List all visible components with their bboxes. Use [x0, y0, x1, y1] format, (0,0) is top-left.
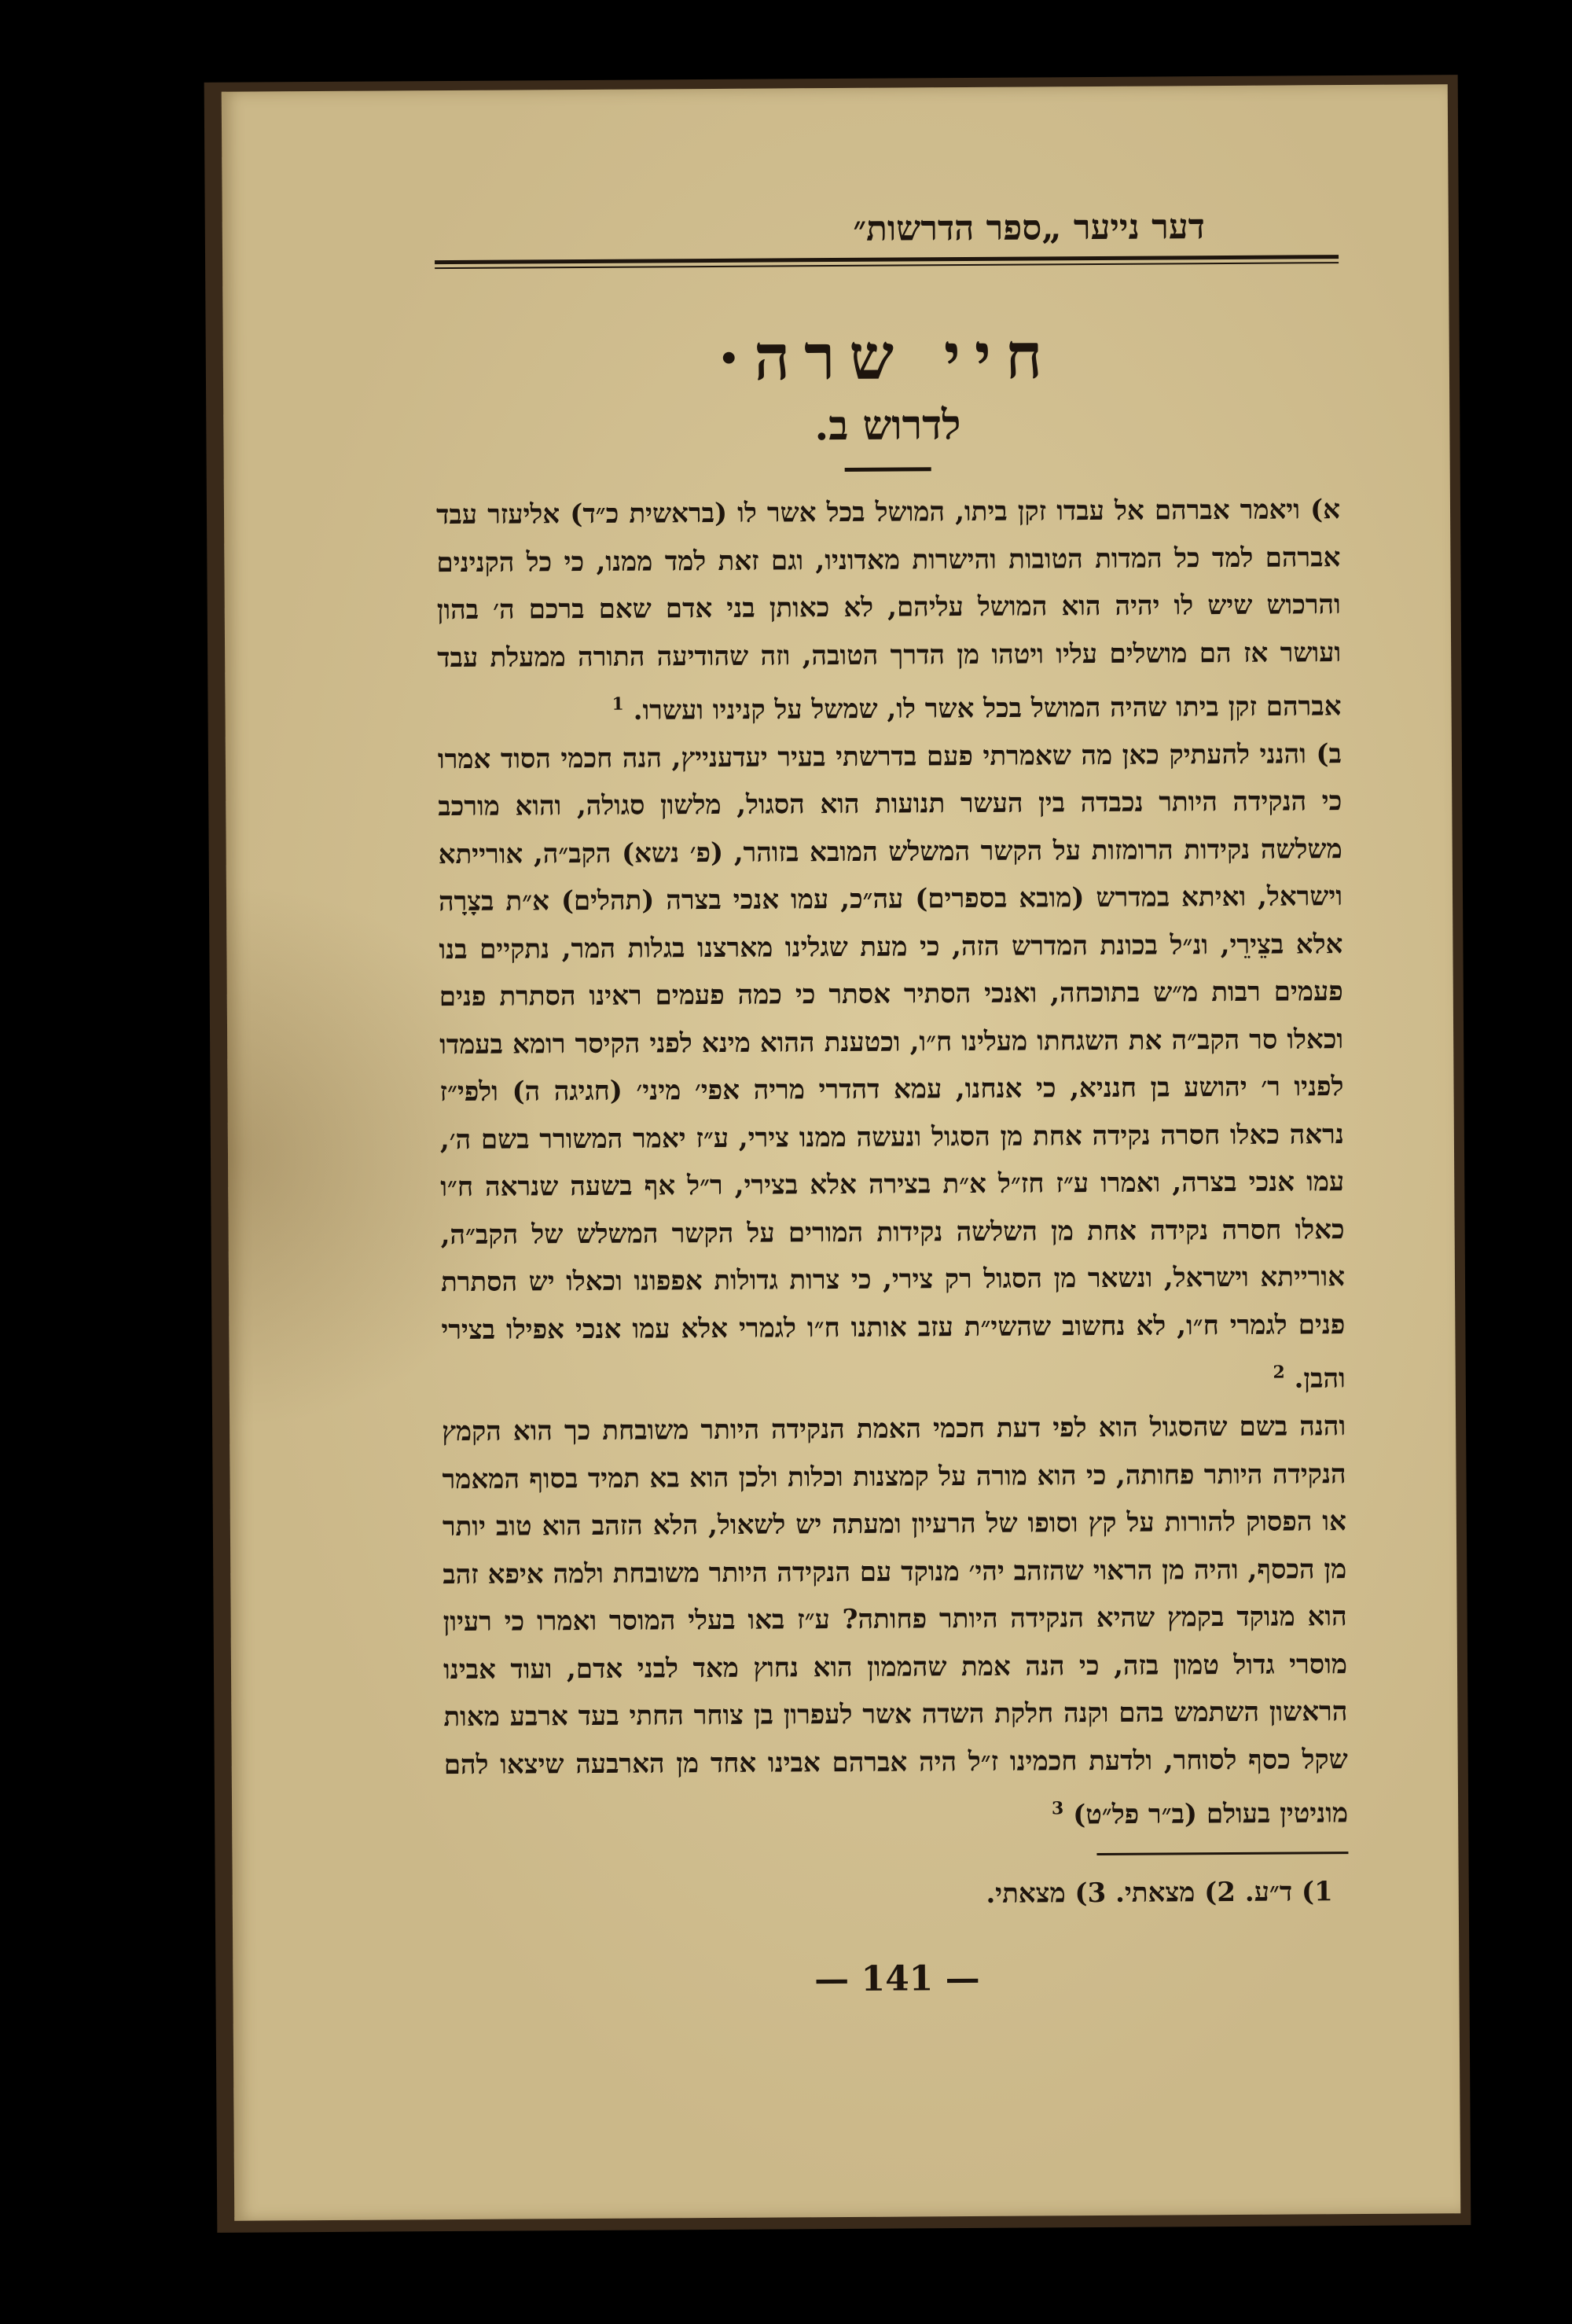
- page-subtitle: לדרוש ב.: [814, 401, 961, 450]
- book-page: [222, 84, 1461, 2220]
- page-content: [435, 203, 1351, 2219]
- page-number: — 141 —: [814, 1958, 980, 2000]
- title-divider: [845, 467, 931, 472]
- running-title: דער נייער „ספר הדרשות״: [853, 207, 1205, 249]
- running-header: [435, 203, 1339, 256]
- footnote-rule: [1096, 1851, 1348, 1855]
- paragraph-b: ב) והנני להעתיק כאן מה שאמרתי פעם בדרשתי בעיר יעדענייץ, הנה חכמי הסוד אמרו כי הנקידה היותר נכבדה בין העשר תנועות הוא הסגול, מלשון סגולה, והוא מורכב משלשה נקידות הרומזות על הקשר המשלש המובא בזוהר, (פ׳ נשא) הקב״ה, אורייתא וישראל, ואיתא במדרש (מובא בספרים) עה״כ, עמו אנכי בצרה (תהלים) א״ת בצָרָה אלא בצֵירֵי, ונ״ל בכונת המדרש הזה, כי מעת שגלינו מארצנו בגלות המר, נתקיים בנו פעמים רבות מ״ש בתוכחה, ואנכי הסתיר אסתר כי כמה פעמים ראינו הסתרת פנים וכאלו סר הקב״ה את השגחתו מעלינו ח״ו, וכטענת ההוא מינא לפני הקיסר רומא בעמדו לפניו ר׳ יהושע בן חנניא, כי אנחנו, עמא דהדרי מריה אפי׳ מיני׳ (חגיגה ה) ולפי״ז נראה כאלו חסרה נקידה אחת מן הסגול ונעשה ממנו צירי, ע״ז יאמר המשורר בשם ה׳, עמו אנכי בצרה, ואמרו ע״ז חז״ל א״ת בצירה אלא בצירי, ר״ל אף בשעה שנראה ח״ו כאלו חסרה נקידה אחת מן השלשה נקידות המורים על הקשר המשלש של הקב״ה, אורייתא וישראל, ונשאר מן הסגול רק צירי, כי צרות גדולות אפפונו וכאלו יש הסתרת פנים לגמרי ח״ו, לא נחשוב שהשי״ת עזב אותנו ח״ו לגמרי אלא עמו אנכי אפילו בצירי והבן. $^2$: [437, 737, 1346, 1396]
- paragraph-a: א) ויאמר אברהם אל עבדו זקן ביתו, המושל בכל אשר לו (בראשית כ״ד) אליעזר עבד אברהם למד כל המדות הטובות והישרות מאדוניו, וגם זאת למד ממנו, כי כל הקנינים והרכוש שיש לו יהיה הוא המושל עליהם, לא כאותן בני אדם שאם ברכם ה׳ בהון ועושר אז הם מושלים עליו ויטהו מן הדרך הטובה, וזה שהודיעה התורה ממעלת עבד אברהם זקן ביתו שהיה המושל בכל אשר לו, שמשל על קניניו ועשרו. $^1$: [435, 494, 1342, 726]
- footnote-ref-2: 2: [1273, 1362, 1285, 1383]
- footnote-ref-1: 1: [612, 693, 624, 715]
- footnotes: 1) ד״ע. 2) מצאתי. 3) מצאתי.: [986, 1876, 1333, 1910]
- paragraph-c: והנה בשם שהסגול הוא לפי דעת חכמי האמת הנקידה היותר משובחת כך הוא הקמץ הנקידה היותר פחותה, כי הוא מורה על קמצנות וכלות ולכן הוא בא תמיד בסוף המאמר או הפסוק להורות על קץ וסופו של הרעיון ומעתה יש לשאול, הלא הזהב הוא טוב יותר מן הכסף, והיה מן הראוי שהזהב יהי׳ מנוקד עם הנקידה היותר משובחת ולמה איפא זהב הוא מנוקד בקמץ שהיא הנקידה היותר פחותה? ע״ז באו בעלי המוסר ואמרו כי רעיון מוסרי גדול טמון בזה, כי הנה אמת שהממון הוא נחוץ מאד לבני אדם, ועוד אבינו הראשון השתמש בהם וקנה חלקת השדה אשר לעפרון בן צוחר החתי בעד ארבע מאות שקל כסף לסוחר, ולדעת חכמינו ז״ל היה אברהם אבינו אחד מן הארבעה שיצאו להם מוניטין בעולם (ב״ר פל״ט) $^3$: [442, 1410, 1349, 1831]
- body-text: [436, 486, 1348, 1843]
- page-title: חיי שרה·: [718, 318, 1057, 395]
- footnote-ref-3: 3: [1051, 1798, 1064, 1819]
